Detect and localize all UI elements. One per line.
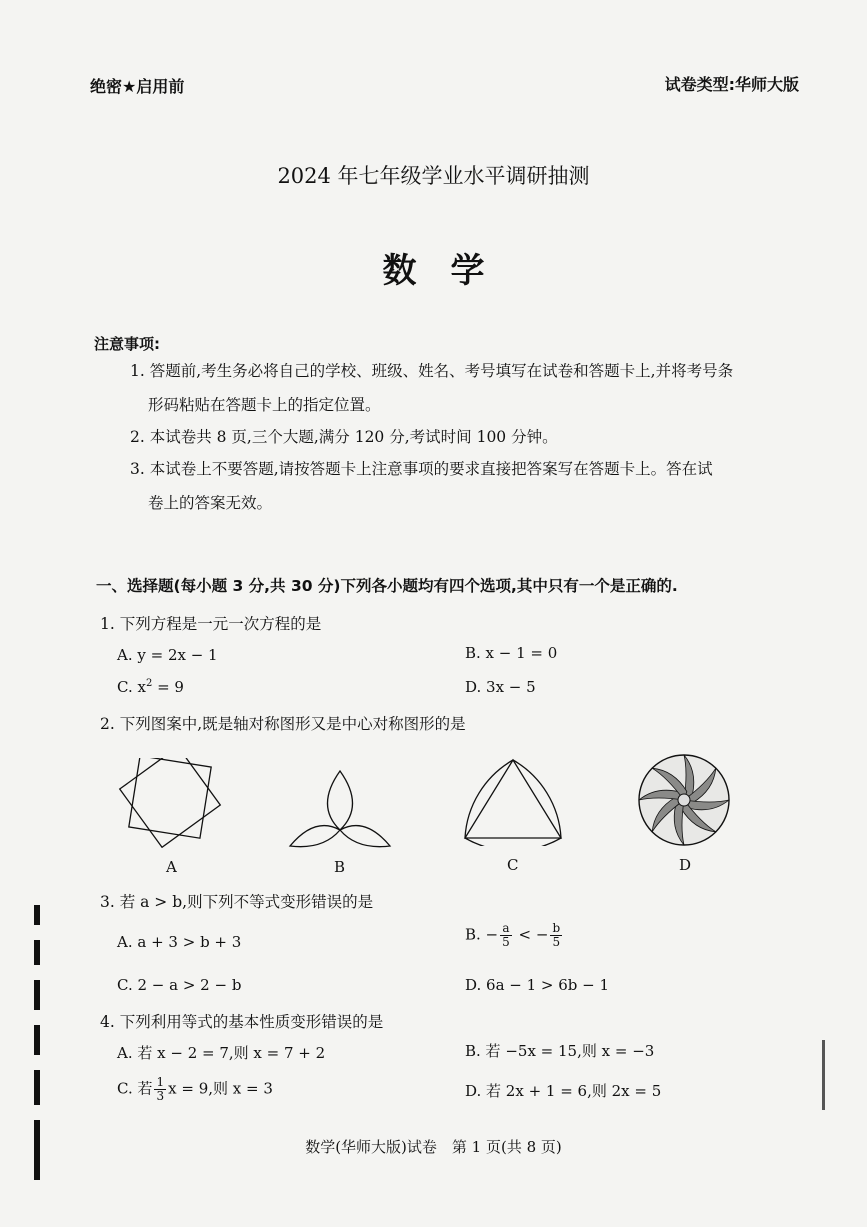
q4-option-a: A. 若 x − 2 = 7,则 x = 7 + 2 <box>117 1044 326 1062</box>
note-line: 2. 本试卷共 8 页,三个大题,满分 120 分,考试时间 100 分钟。 <box>130 428 558 446</box>
q1-option-d: D. 3x − 5 <box>465 678 536 696</box>
q3-option-b: B. − $\frac{a}{5}$ < − $\frac{b}{5}$ <box>465 921 561 949</box>
figure-d-swirl-circle <box>636 752 732 848</box>
note-line: 3. 本试卷上不要答题,请按答题卡上注意事项的要求直接把答案写在答题卡上。答在试 <box>130 460 713 478</box>
section-heading: 一、选择题(每小题 3 分,共 30 分)下列各小题均有四个选项,其中只有一个是正确的. <box>96 577 678 595</box>
figure-a-label: A <box>166 858 177 876</box>
note-line: 1. 答题前,考生务必将自己的学校、班级、姓名、考号填写在试卷和答题卡上,并将考号条 <box>130 362 734 380</box>
figure-b-triquetra <box>285 766 395 856</box>
q1-option-c: C. $x^2 = 9$ <box>117 678 184 696</box>
exam-title: 2024 年七年级学业水平调研抽测 <box>277 164 590 188</box>
question-4-stem: 4. 下列利用等式的基本性质变形错误的是 <box>100 1013 384 1031</box>
question-2-stem: 2. 下列图案中,既是轴对称图形又是中心对称图形的是 <box>100 715 466 733</box>
q1-option-b: B. x − 1 = 0 <box>465 644 558 662</box>
scan-edge-mark <box>34 1025 40 1055</box>
q4-option-c: C. 若 $\frac{1}{3}$ x = 9,则 x = 3 <box>117 1075 273 1103</box>
scan-edge-mark <box>34 980 40 1010</box>
q3-option-a: A. a + 3 > b + 3 <box>117 933 242 951</box>
figure-a-rotated-squares <box>108 758 233 848</box>
notes-heading: 注意事项: <box>94 335 160 353</box>
figure-c-label: C <box>507 856 519 874</box>
note-line: 形码粘贴在答题卡上的指定位置。 <box>148 396 381 414</box>
note-line: 卷上的答案无效。 <box>148 494 273 512</box>
scan-edge-mark <box>34 940 40 965</box>
question-3-stem: 3. 若 a > b,则下列不等式变形错误的是 <box>100 893 374 911</box>
scan-edge-mark <box>34 1070 40 1105</box>
q4-option-d: D. 若 2x + 1 = 6,则 2x = 5 <box>465 1082 662 1100</box>
figure-c-reuleaux-triangle <box>458 754 568 846</box>
figure-b-label: B <box>334 858 346 876</box>
page-footer: 数学(华师大版)试卷 第 1 页(共 8 页) <box>305 1138 562 1156</box>
q1-option-a: A. y = 2x − 1 <box>117 646 218 664</box>
subject-title: 数学 <box>382 251 519 291</box>
q3-option-c: C. 2 − a > 2 − b <box>117 976 242 994</box>
scan-edge-mark <box>822 1040 825 1110</box>
exam-type-label: 试卷类型:华师大版 <box>664 75 799 94</box>
q3-option-d: D. 6a − 1 > 6b − 1 <box>465 976 610 994</box>
figure-d-label: D <box>679 856 692 874</box>
confidential-label: 绝密★启用前 <box>90 77 185 96</box>
scan-edge-mark <box>34 1120 40 1180</box>
question-1-stem: 1. 下列方程是一元一次方程的是 <box>100 615 322 633</box>
scan-edge-mark <box>34 905 40 925</box>
q4-option-b: B. 若 −5x = 15,则 x = −3 <box>465 1042 655 1060</box>
